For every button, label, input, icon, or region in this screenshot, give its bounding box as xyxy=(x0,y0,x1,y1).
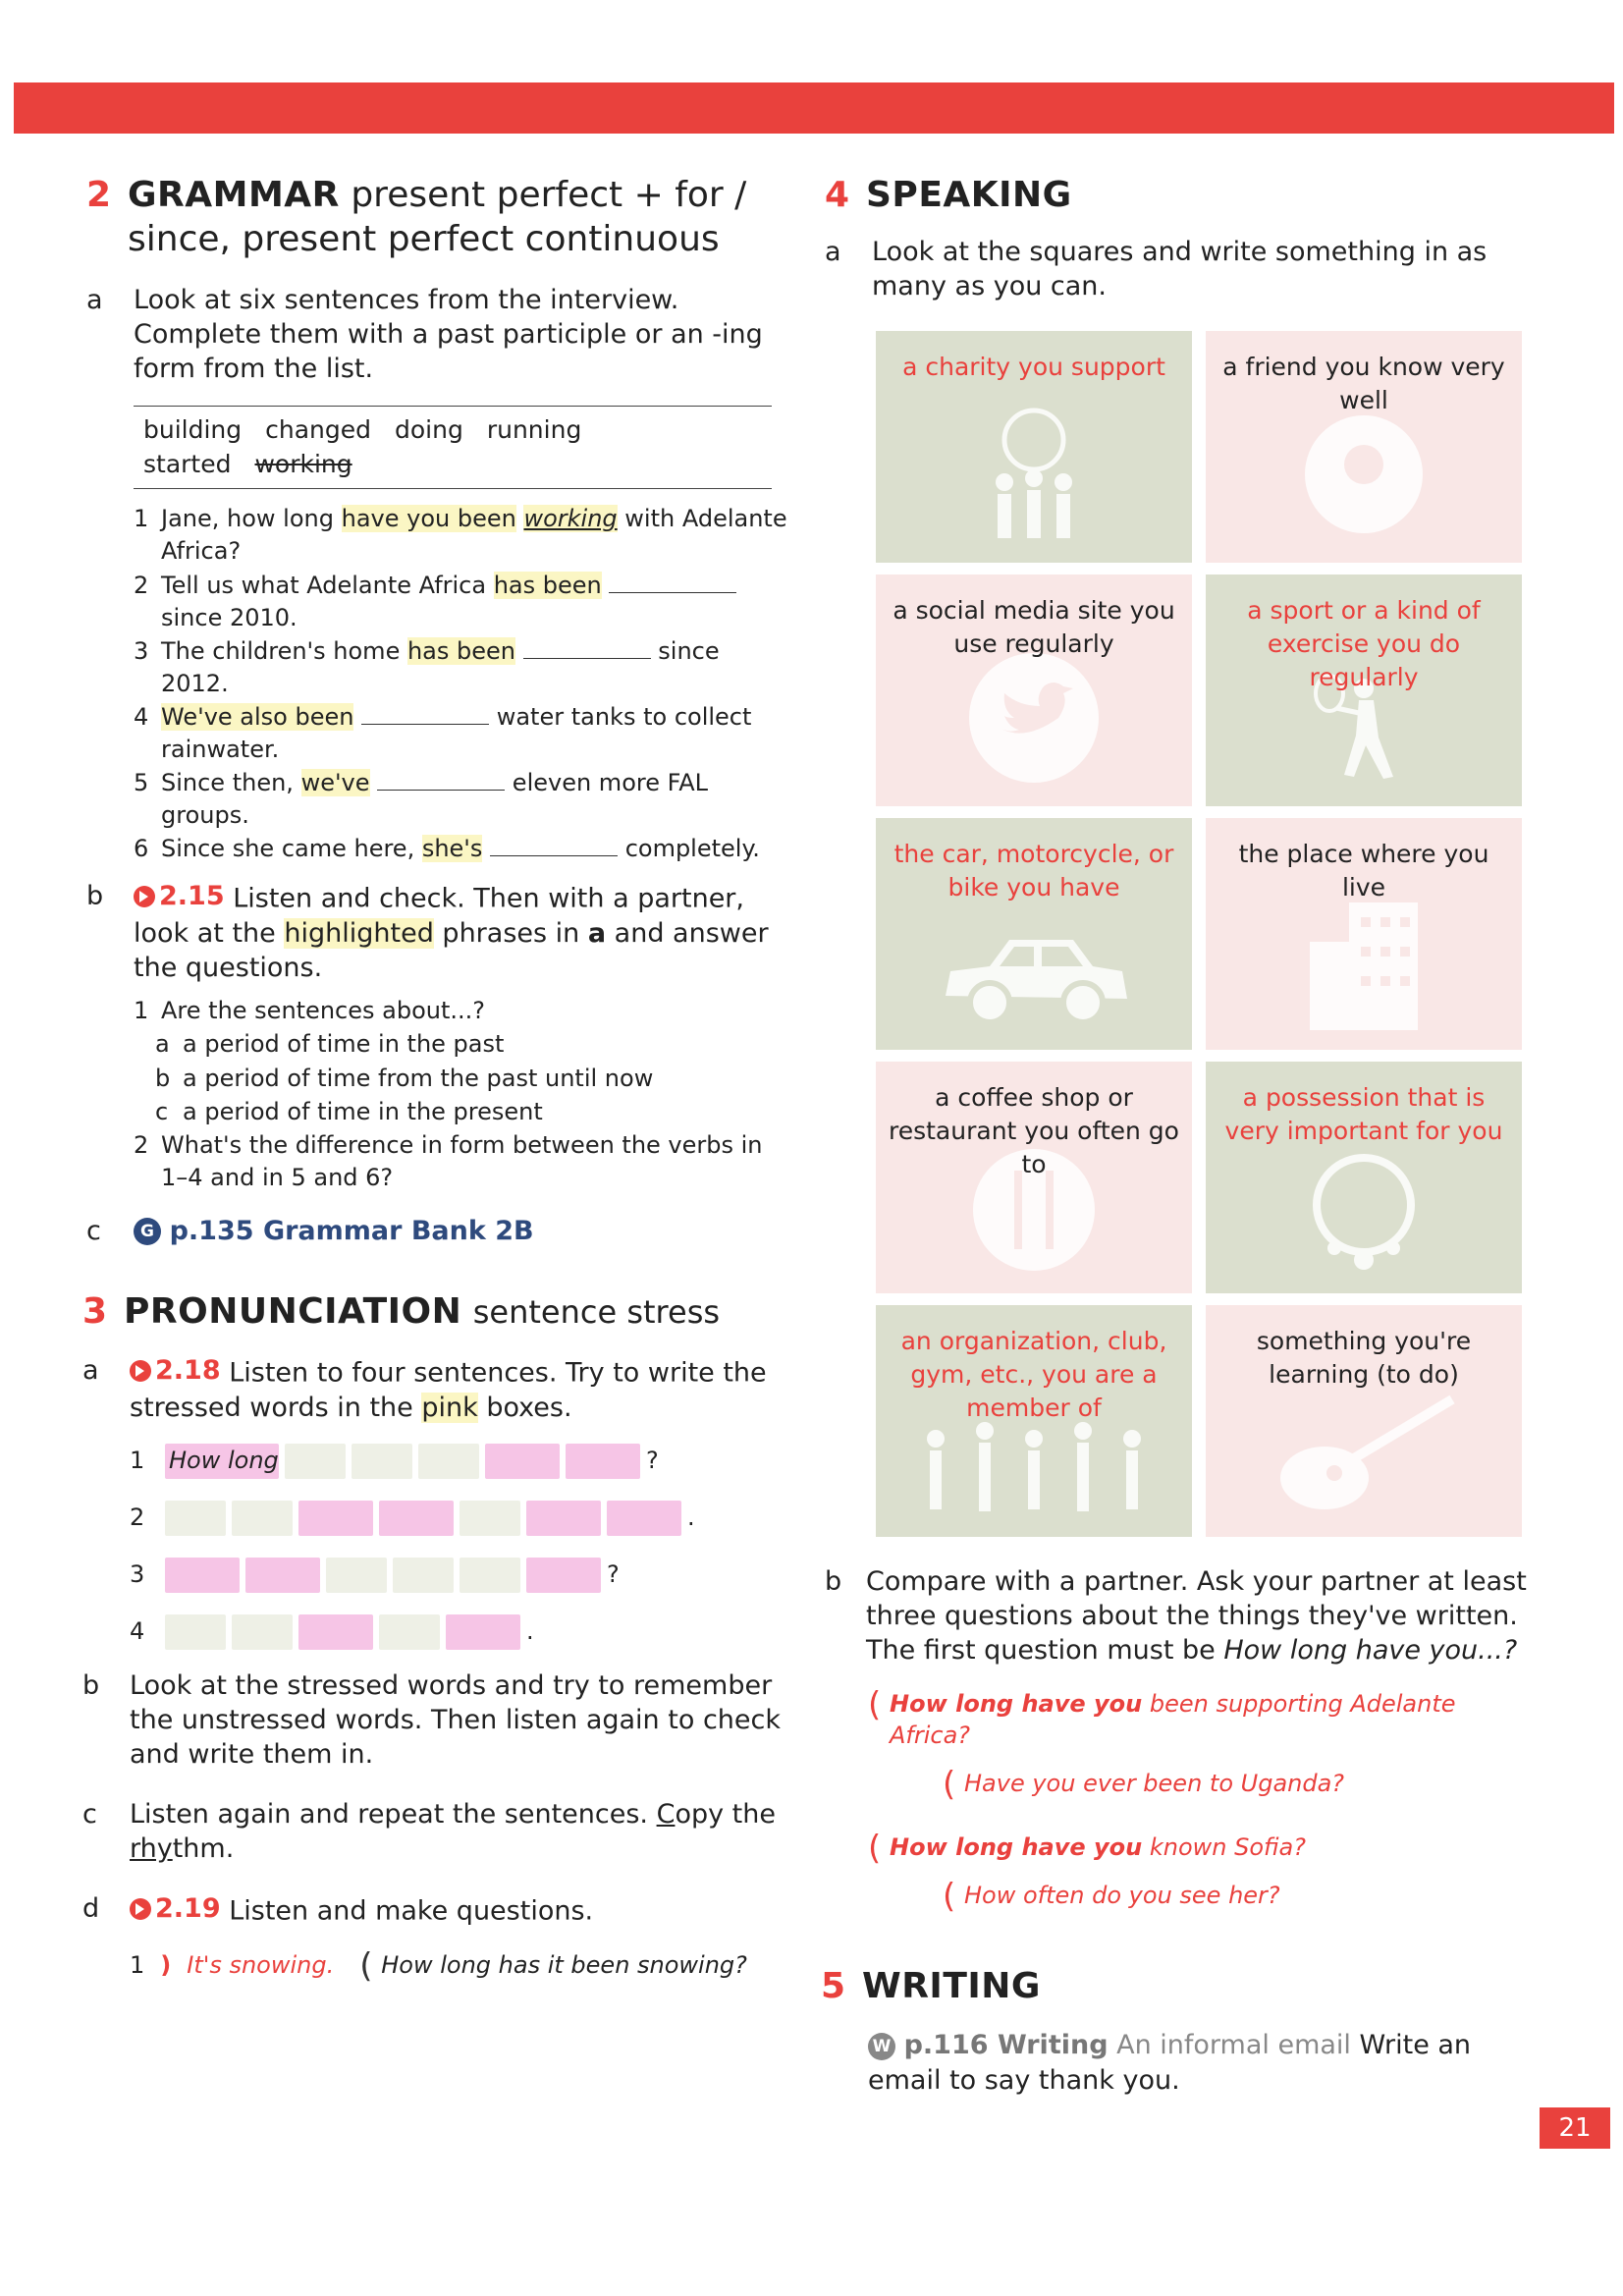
square-label: a coffee shop or restaurant you often go to xyxy=(889,1083,1179,1178)
option-item xyxy=(155,1096,793,1128)
unstressed-box[interactable] xyxy=(460,1558,520,1593)
stressed-box[interactable] xyxy=(245,1558,320,1593)
exercise-letter: b xyxy=(82,1669,100,1701)
speech-bubble xyxy=(868,1689,1532,1750)
square-sport[interactable] xyxy=(1206,574,1522,806)
square-friend[interactable] xyxy=(1206,331,1522,563)
link-text: An informal email xyxy=(1108,2030,1351,2061)
text: completely. xyxy=(618,835,760,863)
text: Jane, how long xyxy=(161,505,342,533)
track-number: 2.18 xyxy=(155,1355,221,1387)
word-item: changed xyxy=(265,415,372,445)
square-label: a possession that is very important for you xyxy=(1224,1083,1503,1145)
highlighted-phrase: has been xyxy=(493,571,602,599)
list-item xyxy=(134,635,793,700)
question-list xyxy=(134,995,793,1194)
sentence-list xyxy=(134,503,793,865)
text: since 2010. xyxy=(161,603,298,631)
stressed-box[interactable] xyxy=(165,1558,240,1593)
section-title: SPEAKING xyxy=(866,175,1072,215)
option-text: a period of time in the past xyxy=(183,1030,505,1059)
option-item xyxy=(155,1063,793,1095)
unstressed-box[interactable] xyxy=(232,1501,293,1536)
highlighted-phrase: we've xyxy=(300,769,370,797)
highlighted-phrase: We've also been xyxy=(161,702,354,731)
unstressed-box[interactable] xyxy=(418,1444,479,1479)
exercise-2b xyxy=(86,879,793,985)
link-text: p.116 Writing xyxy=(903,2030,1109,2061)
stressed-box[interactable] xyxy=(298,1614,373,1650)
grammar-icon: G xyxy=(134,1218,161,1245)
text: The children's home xyxy=(161,636,407,665)
charity-icon xyxy=(960,406,1108,543)
speech-bubble: ( How long has it been snowing? xyxy=(359,1950,747,1981)
square-label: the car, motorcycle, or bike you have xyxy=(893,840,1174,902)
list-item xyxy=(134,1129,793,1194)
punctuation: . xyxy=(687,1503,695,1532)
stressed-box[interactable] xyxy=(379,1501,454,1536)
stressed-box[interactable] xyxy=(485,1444,560,1479)
section-number: 2 xyxy=(86,175,112,215)
section-subtitle: present perfect + for / xyxy=(351,175,747,215)
text: Write an email to say thank you. xyxy=(868,2030,1472,2096)
exercise-3c xyxy=(82,1797,793,1866)
text: Listen to four sentences. Try to write the stressed words in the xyxy=(130,1357,767,1423)
list-item xyxy=(134,767,793,832)
exercise-3d xyxy=(82,1891,793,1929)
question-text: What's the difference in form between the verbs in 1–4 and in 5 and 6? xyxy=(161,1130,763,1191)
answer-blank[interactable] xyxy=(490,837,618,856)
unstressed-box[interactable] xyxy=(326,1558,387,1593)
section-subtitle-2: since, present perfect continuous xyxy=(128,219,720,259)
square-label: a charity you support xyxy=(902,353,1165,382)
text: a xyxy=(587,918,607,950)
track-number: 2.19 xyxy=(155,1893,221,1925)
track-number: 2.15 xyxy=(159,881,225,912)
stressed-box[interactable] xyxy=(566,1444,640,1479)
exercise-letter: b xyxy=(86,881,104,912)
word-item: started xyxy=(143,449,232,478)
section-number: 4 xyxy=(825,175,850,215)
option-text: a period of time in the present xyxy=(183,1097,543,1125)
text: boxes. xyxy=(477,1392,572,1423)
stressed-box[interactable] xyxy=(526,1558,601,1593)
section-number: 5 xyxy=(821,1966,846,2007)
stressed-box[interactable] xyxy=(446,1614,520,1650)
text: Listen and make questions. xyxy=(220,1895,594,1927)
audio-track[interactable] xyxy=(130,1891,221,1926)
text: known Sofia? xyxy=(1142,1833,1306,1862)
writing-bank-link[interactable] xyxy=(868,2030,1351,2060)
header-bar xyxy=(14,82,1614,134)
example-prompt xyxy=(130,1950,793,1981)
square-charity[interactable] xyxy=(876,331,1192,563)
left-column xyxy=(82,173,793,1981)
unstressed-box[interactable] xyxy=(165,1614,226,1650)
exercise-2c xyxy=(86,1214,793,1248)
guitar-icon xyxy=(1266,1390,1462,1517)
section-title: WRITING xyxy=(862,1966,1041,2007)
section-title: PRONUNCIATION xyxy=(124,1291,462,1333)
sound-icon: ) xyxy=(160,1950,172,1979)
option-text: a period of time from the past until now xyxy=(183,1064,654,1092)
option-letter: b xyxy=(155,1064,171,1092)
right-column xyxy=(821,173,1532,2098)
punctuation: ? xyxy=(646,1447,659,1475)
highlighted-phrase: have you been xyxy=(341,505,516,533)
text: been supporting Adelante Africa? xyxy=(890,1690,1456,1749)
item-number: 5 xyxy=(134,769,149,797)
unstressed-box[interactable] xyxy=(232,1614,293,1650)
stress-row xyxy=(130,1612,793,1653)
exercise-4a xyxy=(825,235,1532,303)
speaking-squares xyxy=(876,331,1532,1537)
section-number: 3 xyxy=(82,1291,108,1333)
grammar-heading xyxy=(86,173,793,261)
exercise-instructions: Look at six sentences from the interview. Complete them with a past participle or an -ing form from the list. xyxy=(134,285,763,385)
item-number: 6 xyxy=(134,835,149,863)
word-item: building xyxy=(143,415,243,445)
text: Compare with a partner. Ask your partner at least three questions about the things they've written. The first question must be xyxy=(866,1566,1527,1667)
item-number: 4 xyxy=(130,1617,145,1646)
item-number: 3 xyxy=(134,636,149,665)
list-item xyxy=(134,503,793,568)
bird-icon xyxy=(965,649,1103,787)
prompt-text: It's snowing. xyxy=(187,1950,335,1979)
square-social-media[interactable] xyxy=(876,574,1192,806)
exercise-letter: c xyxy=(86,1215,101,1246)
exercise-2a xyxy=(86,283,793,386)
section-subtitle: sentence stress xyxy=(472,1293,721,1332)
unstressed-box[interactable] xyxy=(285,1444,346,1479)
highlighted-phrase: she's xyxy=(421,835,483,863)
text: thm. xyxy=(172,1833,235,1865)
item-number: 3 xyxy=(130,1560,145,1589)
car-icon xyxy=(936,922,1132,1030)
writing-icon: W xyxy=(868,2033,895,2060)
square-label: a social media site you use regularly xyxy=(893,596,1175,658)
speaker-icon xyxy=(130,1898,151,1920)
audio-track[interactable] xyxy=(134,879,225,913)
exercise-instructions: Look at the squares and write something in as many as you can. xyxy=(872,237,1488,302)
item-number: 2 xyxy=(134,571,149,599)
square-label: an organization, club, gym, etc., you are a member of xyxy=(900,1327,1167,1422)
text: opy the xyxy=(675,1799,776,1831)
exercise-letter: c xyxy=(82,1799,97,1831)
stressed-box[interactable] xyxy=(607,1501,681,1536)
item-number: 1 xyxy=(134,505,149,533)
text: Since then, xyxy=(161,769,301,797)
link-text: p.135 Grammar Bank 2B xyxy=(169,1215,534,1246)
square-car[interactable] xyxy=(876,818,1192,1050)
text: water tanks to collect rainwater. xyxy=(161,702,752,764)
answer-blank[interactable] xyxy=(523,639,651,659)
square-label: something you're learning (to do) xyxy=(1256,1327,1472,1389)
unstressed-box[interactable] xyxy=(165,1501,226,1536)
word-list xyxy=(134,406,772,489)
unstressed-box[interactable] xyxy=(393,1558,454,1593)
word-item-struck: working xyxy=(254,449,352,478)
stress-row xyxy=(130,1498,793,1539)
answer-blank[interactable] xyxy=(377,771,505,791)
stressed-box[interactable] xyxy=(526,1501,601,1536)
text: How long have you...? xyxy=(1223,1635,1518,1667)
audio-track[interactable] xyxy=(130,1353,221,1388)
punctuation: . xyxy=(526,1617,534,1646)
stress-boxes xyxy=(82,1441,793,1653)
square-label: a friend you know very well xyxy=(1222,353,1505,414)
item-number: 2 xyxy=(134,1130,149,1159)
unstressed-box[interactable] xyxy=(352,1444,412,1479)
exercise-4b xyxy=(825,1564,1532,1667)
exercise-letter: a xyxy=(82,1355,99,1387)
writing-task xyxy=(868,2028,1496,2097)
list-item xyxy=(134,995,793,1027)
speech-bubble: ( How often do you see her? xyxy=(943,1881,1532,1911)
item-number: 1 xyxy=(130,1447,145,1475)
item-number: 1 xyxy=(130,1950,145,1979)
text: Since she came here, xyxy=(161,835,422,863)
answer-blank[interactable] xyxy=(361,705,489,725)
answer-blank[interactable] xyxy=(609,574,736,593)
friend-icon xyxy=(1295,406,1433,543)
text: How long have you xyxy=(890,1690,1143,1719)
exercise-3b xyxy=(82,1668,793,1772)
text: pink xyxy=(421,1392,478,1423)
text: phrases in xyxy=(433,918,588,950)
exercise-letter: b xyxy=(825,1566,842,1598)
list-item xyxy=(134,570,793,634)
word-item: doing xyxy=(395,415,463,445)
building-icon xyxy=(1290,893,1437,1030)
square-learning[interactable] xyxy=(1206,1305,1522,1537)
text: with Adelante Africa? xyxy=(161,505,787,566)
text: highlighted xyxy=(284,918,434,950)
stress-row xyxy=(130,1441,793,1482)
square-label: a sport or a kind of exercise you do regularly xyxy=(1247,596,1481,691)
pronunciation-heading xyxy=(82,1289,793,1334)
list-item xyxy=(134,833,793,865)
text: How long have you xyxy=(890,1833,1143,1862)
writing-heading xyxy=(821,1964,1532,2008)
exercise-letter: d xyxy=(82,1893,100,1925)
text: Listen again and repeat the sentences. xyxy=(130,1799,657,1831)
stress-row xyxy=(130,1555,793,1596)
square-label: the place where you live xyxy=(1238,840,1489,902)
exercise-letter: a xyxy=(86,285,103,315)
people-cheering-icon xyxy=(906,1409,1162,1517)
stress-box-example: How long xyxy=(165,1444,279,1479)
example-answer: working xyxy=(523,505,618,533)
option-item xyxy=(155,1028,793,1061)
square-place[interactable] xyxy=(1206,818,1522,1050)
list-item xyxy=(134,701,793,766)
text: Listen and check. Then with a partner, look at the xyxy=(134,884,744,950)
text: eleven more FAL groups. xyxy=(161,769,708,830)
section-title: GRAMMAR xyxy=(128,175,340,215)
word-item: running xyxy=(486,415,582,445)
necklace-icon xyxy=(1295,1146,1433,1274)
grammar-bank-link[interactable] xyxy=(134,1214,793,1248)
punctuation: ? xyxy=(607,1560,620,1589)
item-number: 4 xyxy=(134,702,149,731)
unstressed-box[interactable] xyxy=(379,1614,440,1650)
exercise-letter: a xyxy=(825,237,841,267)
text: and answer the questions. xyxy=(134,918,769,984)
text: Tell us what Adelante Africa xyxy=(161,571,494,599)
page-number: 21 xyxy=(1540,2107,1610,2149)
speech-bubble: ( Have you ever been to Uganda? xyxy=(943,1769,1532,1799)
text: C xyxy=(656,1799,676,1831)
item-number: 1 xyxy=(134,997,149,1025)
text: since 2012. xyxy=(161,636,720,697)
option-letter: c xyxy=(155,1097,169,1125)
speech-bubble xyxy=(868,1832,1532,1863)
exercise-3a xyxy=(82,1353,793,1425)
option-letter: a xyxy=(155,1030,170,1059)
speaker-icon xyxy=(134,886,155,907)
square-possession[interactable] xyxy=(1206,1062,1522,1293)
example-dialogue xyxy=(868,1689,1532,1911)
speaker-icon xyxy=(130,1360,151,1382)
text: rhy xyxy=(130,1833,173,1865)
unstressed-box[interactable] xyxy=(460,1501,520,1536)
exercise-instructions: Look at the stressed words and try to remember the unstressed words. Then listen again to check and write them in. xyxy=(130,1669,781,1770)
square-coffee-shop[interactable] xyxy=(876,1062,1192,1293)
speaking-heading xyxy=(825,173,1532,217)
square-organization[interactable] xyxy=(876,1305,1192,1537)
item-number: 2 xyxy=(130,1503,145,1532)
stressed-box[interactable] xyxy=(298,1501,373,1536)
question-text: Are the sentences about...? xyxy=(161,997,485,1025)
highlighted-phrase: has been xyxy=(406,636,515,665)
